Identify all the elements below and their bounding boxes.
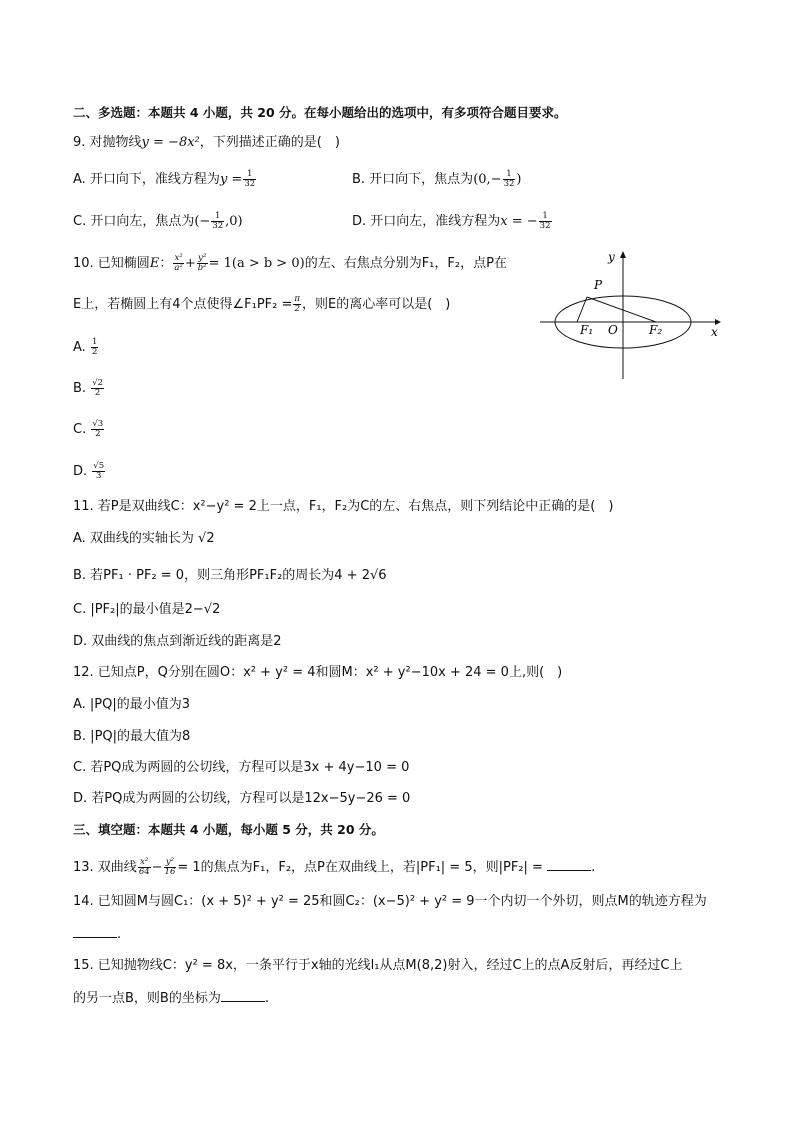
q10-colon: ： [159,256,173,271]
q11-option-c: C. |PF₂|的最小值是2−√2 [73,602,221,617]
q10-option-b: B. $\frac{√2}{2}$ [73,378,104,398]
q11-option-a: A. 双曲线的实轴长为 √2 [73,531,215,546]
question-14: 14. 已知圆M与圆C₁：(x + 5)² + y² = 25和圆C₂：(x−5)² + y² = 9一个内切一个外切，则点M的轨迹方程为 [73,894,707,909]
q11-option-d: D. 双曲线的焦点到渐近线的距离是2 [73,634,282,649]
question-9-stem [73,134,340,152]
q9-b-math: (0,− [473,172,502,187]
q9-c-text: C. 开口向左，焦点为 [73,214,195,229]
ellipse-figure [535,248,735,384]
x-axis-label: x [711,325,718,339]
q9-b-close: ) [516,172,522,187]
q13-answer-blank[interactable] [547,858,591,871]
y-axis-arrow [620,251,626,258]
q9-a-math: y = [219,172,243,187]
q9-b-fraction: $\frac{1}{32}$ [503,169,515,189]
q12-option-a: A. |PQ|的最小值为3 [73,697,191,712]
q10-stem-text: 10. 已知椭圆 [73,256,150,271]
q9-option-c [73,212,243,231]
q13-post: = 1的焦点为F₁，F₂，点P在双曲线上，若|PF₁| = 5，则|PF₂| = [177,860,543,875]
q9-a-text: A. 开口向下，准线方程为 [73,172,220,187]
q10-frac-x: $\frac{\text{x²}}{\text{a²}}$ [174,253,183,273]
q13-minus: − [151,860,163,875]
q9-c-fraction: $\frac{1}{32}$ [212,211,224,231]
question-15-line2 [73,989,269,1008]
question-12-stem: 12. 已知点P，Q分别在圆O：x² + y² = 4和圆M：x² + y²−10x + 24 = 0上,则( ) [73,665,563,680]
q9-d-text: D. 开口向左，准线方程为 [352,214,501,229]
q10-angle-fraction: $\frac{\pi}{2}$ [294,294,300,314]
q13-frac-y: $\frac{\text{y²}}{16}$ [164,857,176,877]
q15-line2-text: 的另一点B，则B的坐标为 [73,991,221,1006]
focus-f1-label: F₁ [580,323,594,337]
q9-d-fraction: $\frac{1}{32}$ [539,211,551,231]
q9-option-a [73,170,257,189]
section-heading-fill-in: 三、填空题：本题共 4 小题，每小题 5 分，共 20 分。 [73,822,384,837]
q10-line2-tail: ，则E的离心率可以是( ) [301,297,451,312]
q15-end: . [264,991,269,1006]
q9-equation: y = −8x² [141,135,200,150]
q15-answer-blank[interactable] [221,989,265,1002]
point-p-label: P [594,278,603,292]
q13-end: . [591,860,596,875]
q10-stem-tail: 的左、右焦点分别为F₁，F₂，点P在 [304,256,507,271]
q9-a-fraction: $\frac{1}{32}$ [244,169,256,189]
question-10-stem [73,254,507,273]
q9-stem-text: 9. 对抛物线 [73,135,142,150]
q10-option-d: D. $\frac{√5}{3}$ [73,461,105,481]
question-15: 15. 已知抛物线C：y² = 8x，一条平行于x轴的光线l₁从点M(8,2)射入，经过C上的点A反射后，再经过C上 [73,958,683,973]
q12-option-d: D. 若PQ成为两圆的公切线，方程可以是12x−5y−26 = 0 [73,791,411,806]
q9-stem-tail: ，下列描述正确的是( ) [199,135,340,150]
q11-option-b: B. 若PF₁ · PF₂ = 0，则三角形PF₁F₂的周长为4 + 2√6 [73,568,387,583]
question-14-line2 [73,925,121,944]
section-heading-multiple-choice: 二、多选题：本题共 4 小题，共 20 分。在每小题给出的选项中，有多项符合题目要求。 [73,105,567,120]
segment-pf2 [587,297,656,322]
q10-line2-text: E上，若椭圆上有4个点使得∠F₁PF₂ = [73,297,293,312]
q9-c-close: ,0) [225,214,243,229]
q10-plus: + [184,256,196,271]
q14-answer-blank[interactable] [73,925,117,938]
q10-e: E [149,256,160,271]
q10-option-c: C. $\frac{√3}{2}$ [73,419,104,439]
q9-d-math: x = − [500,214,538,229]
q9-option-d [352,212,553,231]
question-11-stem: 11. 若P是双曲线C：x²−y² = 2上一点，F₁，F₂为C的左、右焦点，则下列结论中正确的是( ) [73,499,614,514]
q9-option-b [352,170,521,189]
origin-label: O [608,323,618,337]
y-axis-label: y [608,250,615,264]
q10-frac-y: $\frac{\text{y²}}{\text{b²}}$ [197,253,207,273]
q13-frac-x: $\frac{\text{x²}}{64}$ [138,857,150,877]
question-13 [73,858,595,877]
focus-f2-label: F₂ [649,323,663,337]
q12-option-b: B. |PQ|的最大值为8 [73,729,191,744]
q10-option-a: A. $\frac{1}{2}$ [73,337,98,357]
question-10-line2 [73,295,450,314]
q12-option-c: C. 若PQ成为两圆的公切线，方程可以是3x + 4y−10 = 0 [73,760,410,775]
q9-b-text: B. 开口向下，焦点为 [352,172,474,187]
q13-pre: 13. 双曲线 [73,860,137,875]
q9-c-math: (− [194,214,211,229]
q10-eq-rest: = 1(a > b > 0) [208,256,305,271]
q14-end: . [117,927,122,942]
